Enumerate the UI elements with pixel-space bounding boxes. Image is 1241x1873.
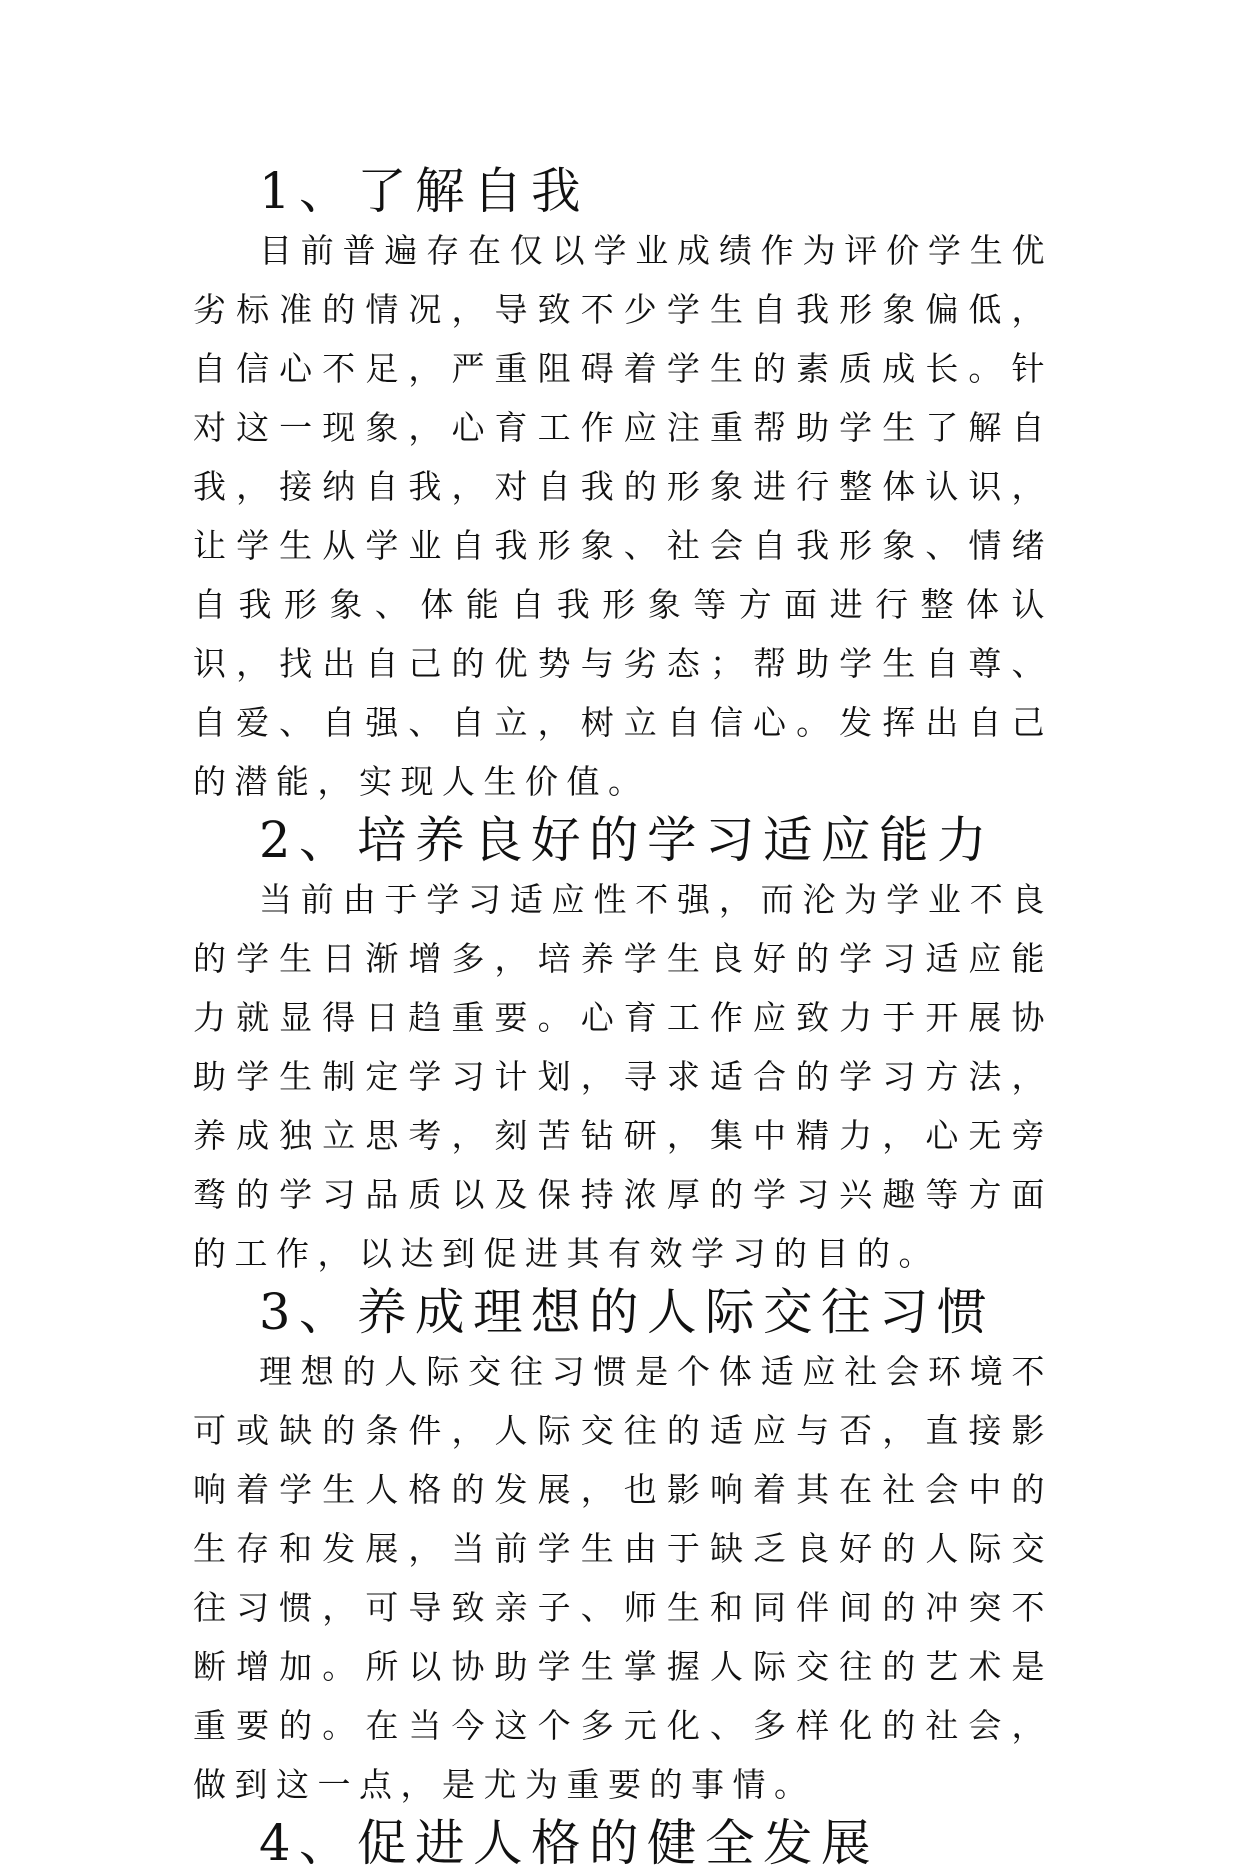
section-paragraph-2: 当前由于学习适应性不强，而沦为学业不良的学生日渐增多，培养学生良好的学习适应能力就显得日趋重要。心育工作应致力于开展协助学生制定学习计划，寻求适合的学习方法，养成独立思考，刻苦钻研，集中精力，心无旁骛的学习品质以及保持浓厚的学习兴趣等方面的工作，以达到促进其有效学习的目的。 <box>193 880 1053 1273</box>
section-paragraph-1: 目前普遍存在仅以学业成绩作为评价学生优劣标准的情况，导致不少学生自我形象偏低，自信心不足，严重阻碍着学生的素质成长。针对这一现象，心育工作应注重帮助学生了解自我，接纳自我，对自我的形象进行整体认识，让学生从学业自我形象、社会自我形象、情绪自我形象、体能自我形象等方面进行整体认识，找出自己的优势与劣态；帮助学生自尊、自爱、自强、自立，树立自信心。发挥出自己的潜能，实现人生价值。 <box>193 231 1053 801</box>
section-heading-3: 3、养成理想的人际交往习惯 <box>259 1283 995 1341</box>
section-heading-1: 1、了解自我 <box>259 162 589 220</box>
section-heading-4: 4、促进人格的健全发展 <box>259 1814 879 1872</box>
document-body <box>193 162 1053 1873</box>
section-heading-2: 2、培养良好的学习适应能力 <box>259 811 995 869</box>
section-paragraph-3: 理想的人际交往习惯是个体适应社会环境不可或缺的条件，人际交往的适应与否，直接影响着学生人格的发展，也影响着其在社会中的生存和发展，当前学生由于缺乏良好的人际交往习惯，可导致亲子、师生和同伴间的冲突不断增加。所以协助学生掌握人际交往的艺术是重要的。在当今这个多元化、多样化的社会，做到这一点，是尤为重要的事情。 <box>193 1352 1053 1804</box>
